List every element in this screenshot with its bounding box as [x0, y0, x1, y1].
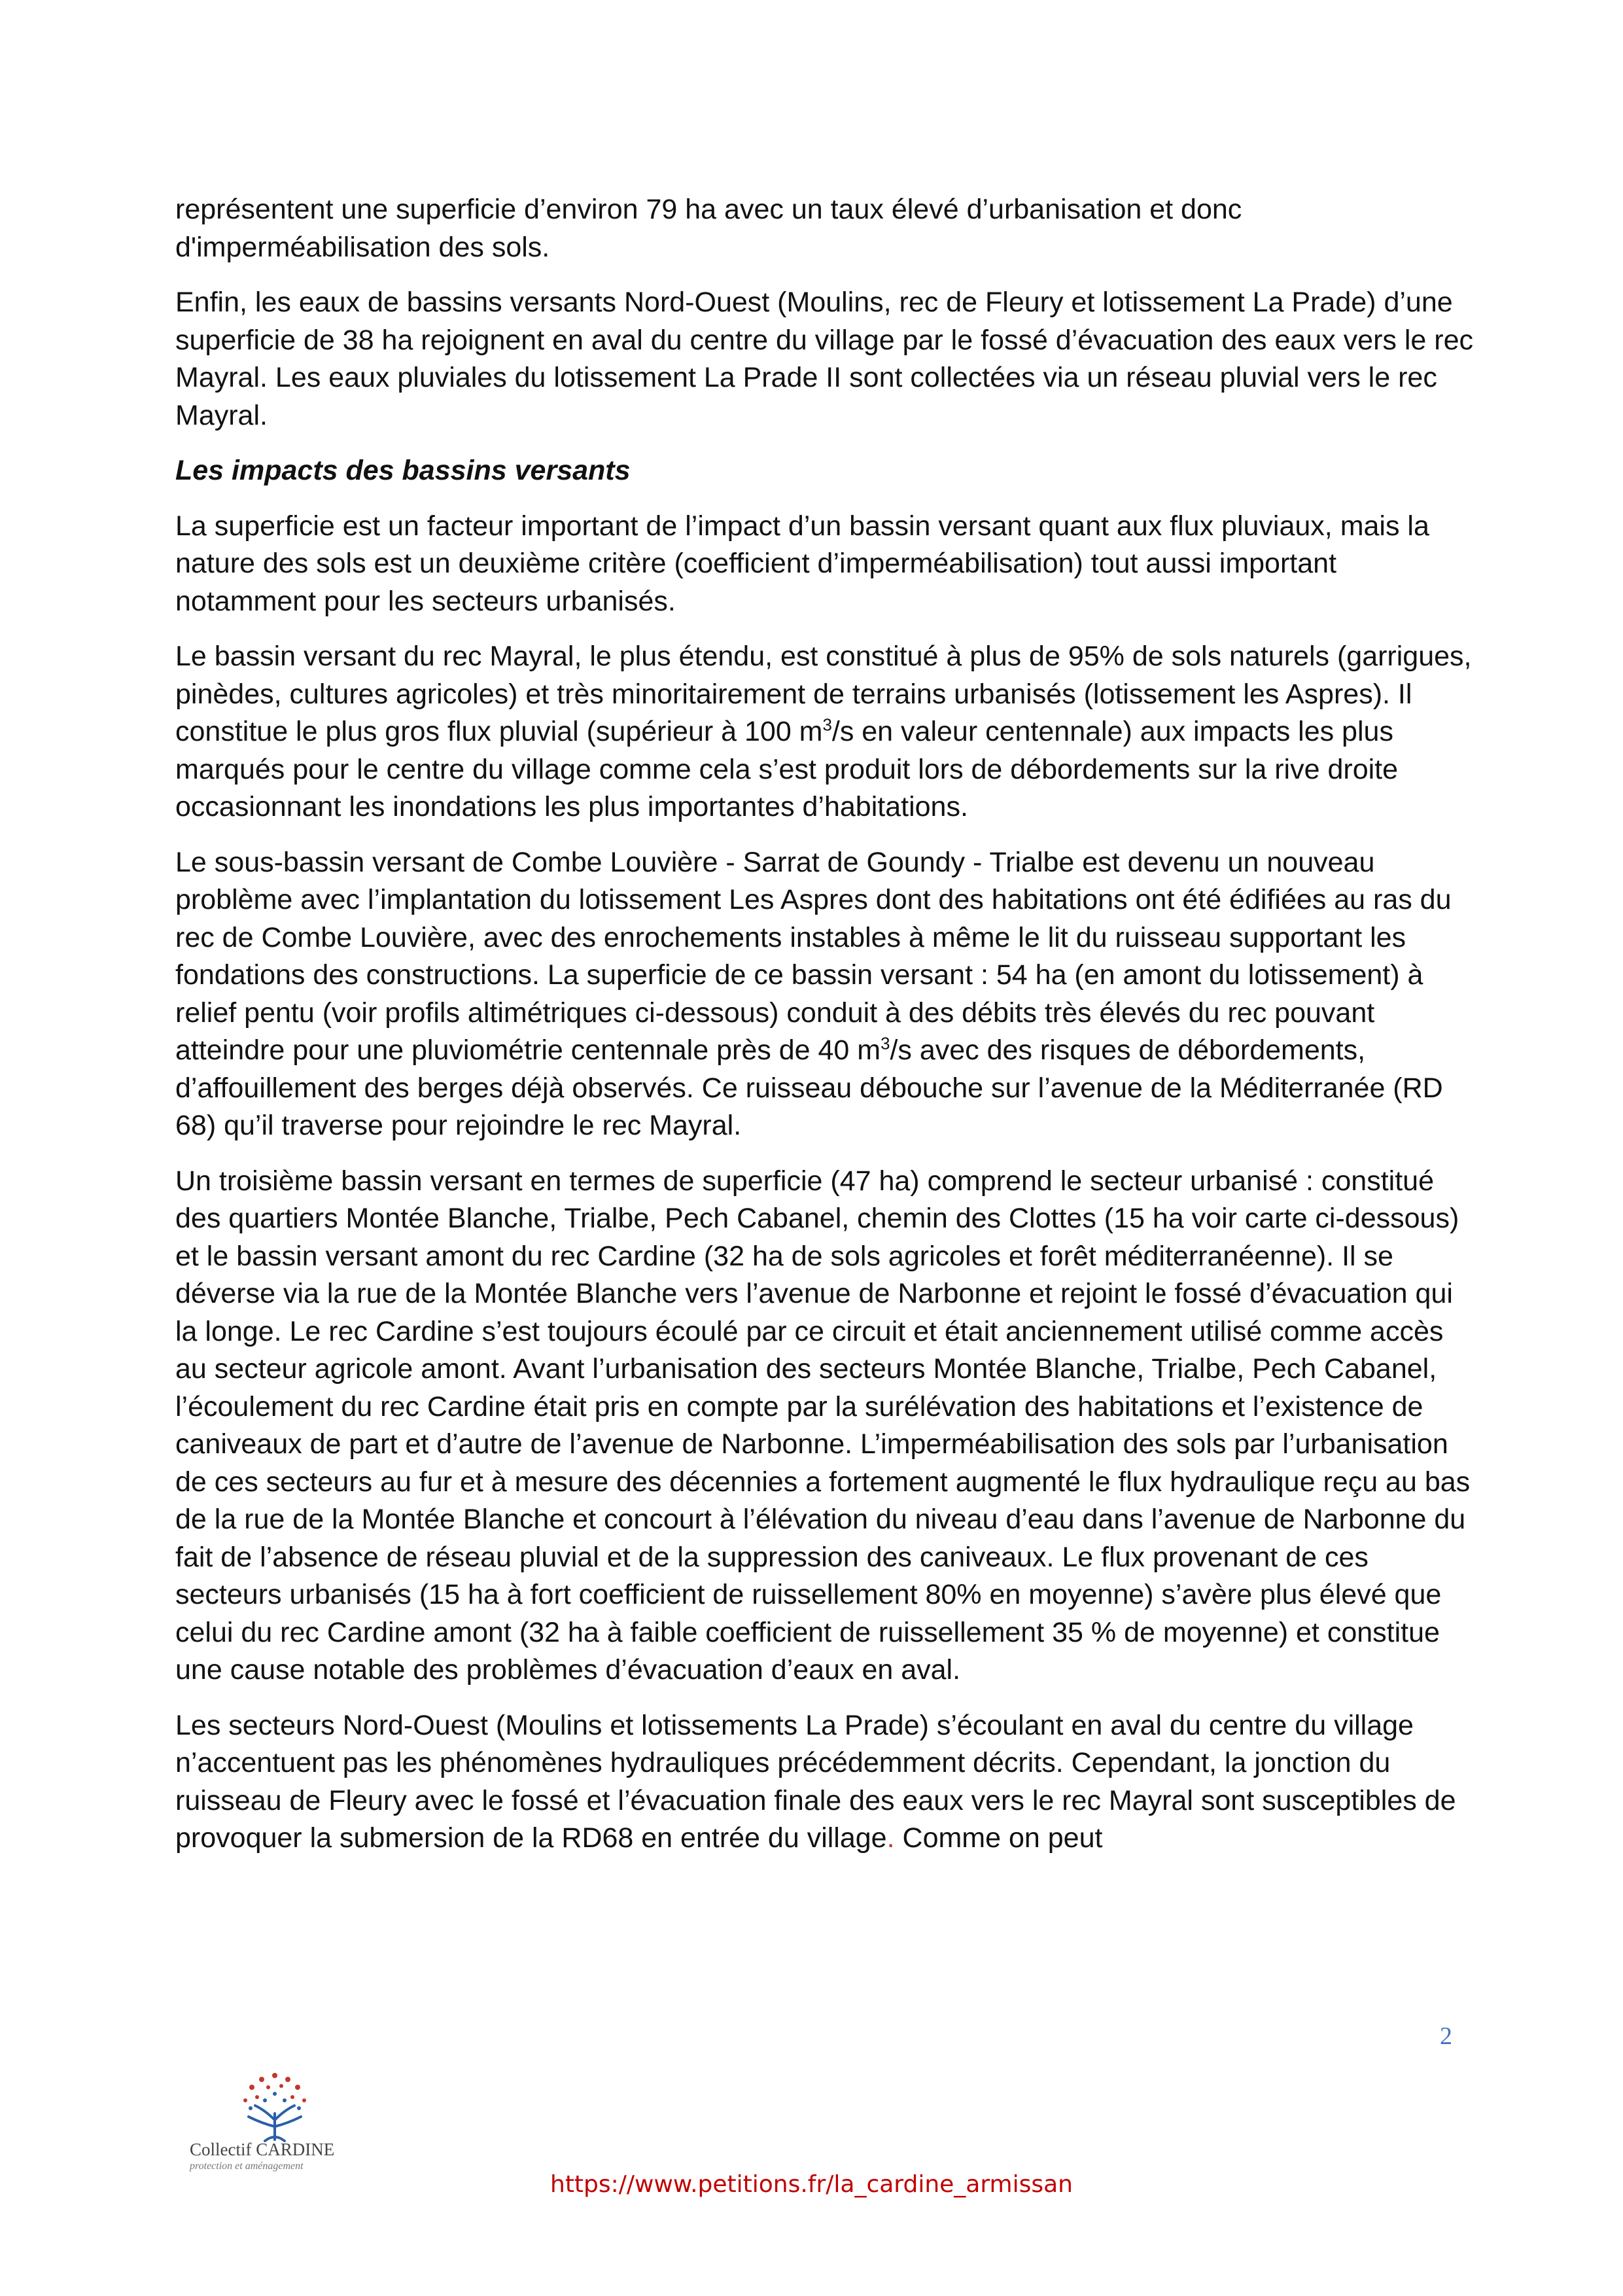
- paragraph: représentent une superficie d’environ 79 ha avec un taux élevé d’urbanisation et donc d'imperméabilisation des sols.: [175, 194, 1242, 263]
- page-number: 2: [1440, 2022, 1452, 2050]
- text-run: /s avec des risques de débordements, d’affouillement des berges déjà observés. Ce ruisseau débouche sur l’avenue de la Méditerranée (RD 68) qu’il traverse pour rejoindre le rec Mayral.: [175, 1034, 1443, 1141]
- paragraph: [175, 638, 1477, 826]
- petition-link[interactable]: https://www.petitions.fr/la_cardine_armissan: [550, 2171, 1073, 2198]
- paragraph: [175, 844, 1477, 1145]
- tree-icon: [226, 2068, 324, 2146]
- paragraph: La superficie est un facteur important de l’impact d’un bassin versant quant aux flux pluviaux, mais la nature des sols est un deuxième critère (coefficient d’imperméabilisation) tout aussi important notamment pour les secteurs urbanisés.: [175, 510, 1429, 617]
- text-run: Le bassin versant du rec Mayral, le plus étendu, est constitué à plus de 95% de sols naturels (garrigues, pinèdes, cultures agricoles) et très minoritairement de terrains urbanisés (lotissement les Aspres). Il constitue le plus gros flux pluvial (supérieur à 100 m: [175, 641, 1472, 747]
- superscript: 3: [881, 1034, 890, 1053]
- text-run: Les secteurs Nord-Ouest (Moulins et lotissements La Prade) s’écoulant en aval du centre du village n’accentuent pas les phénomènes hydrauliques précédemment décrits. Cependant, la jonction du ruisseau de Fleury avec le fossé et l’évacuation finale des eaux vers le rec Mayral sont susceptibles de provoquer la submersion de la RD68 en entrée du village: [175, 1709, 1456, 1854]
- logo-name: Collectif CARDINE: [190, 2140, 335, 2159]
- text-run: Comme on peut: [894, 1822, 1103, 1854]
- red-period: .: [886, 1822, 895, 1854]
- text-run: Le sous-bassin versant de Combe Louvière - Sarrat de Goundy - Trialbe est devenu un nouveau problème avec l’implantation du lotissement Les Aspres dont des habitations ont été édifiées au ras du rec de Combe Louvière, avec des enrochements instables à même le lit du ruisseau supportant les fondations des constructions. La superficie de ce bassin versant : 54 ha (en amont du lotissement) à relief pentu (voir profils altimétriques ci-dessous) conduit à des débits très élevés du rec pouvant atteindre pour une pluviométrie centennale près de 40 m: [175, 846, 1452, 1066]
- paragraph: [175, 1707, 1477, 1858]
- superscript: 3: [822, 716, 832, 735]
- text-run: /s en valeur centennale) aux impacts les plus marqués pour le centre du village comme cela s’est produit lors de débordements sur la rive droite occasionnant les inondations les plus importantes d’habitations.: [175, 716, 1399, 822]
- logo-tagline: protection et aménagement: [190, 2161, 304, 2172]
- paragraph: Un troisième bassin versant en termes de superficie (47 ha) comprend le secteur urbanisé : constitué des quartiers Montée Blanche, Trialbe, Pech Cabanel, chemin des Clottes (15 ha voir carte ci-dessous) et le bassin versant amont du rec Cardine (32 ha de sols agricoles et forêt méditerranéenne). Il se déverse via la rue de la Montée Blanche vers l’avenue de Narbonne et rejoint le fossé d’évacuation qui la longe. Le rec Cardine s’est toujours écoulé par ce circuit et était anciennement utilisé comme accès au secteur agricole amont. Avant l’urbanisation des secteurs Montée Blanche, Trialbe, Pech Cabanel, l’écoulement du rec Cardine était pris en compte par la surélévation des habitations et l’existence de caniveaux de part et d’autre de l’avenue de Narbonne. L’imperméabilisation des sols par l’urbanisation de ces secteurs au fur et à mesure des décennies a fortement augmenté le flux hydraulique reçu au bas de la rue de la Montée Blanche et concourt à l’élévation du niveau d’eau dans l’avenue de Narbonne du fait de l’absence de réseau pluvial et de la suppression des caniveaux. Le flux provenant de ces secteurs urbanisés (15 ha à fort coefficient de ruissellement 80% en moyenne) s’avère plus élevé que celui du rec Cardine amont (32 ha à faible coefficient de ruissellement 35 % de moyenne) et constitue une cause notable des problèmes d’évacuation d’eaux en aval.: [175, 1165, 1471, 1686]
- document-body: [175, 191, 1477, 1875]
- section-heading: Les impacts des bassins versants: [175, 455, 631, 486]
- paragraph: Enfin, les eaux de bassins versants Nord-Ouest (Moulins, rec de Fleury et lotissement La Prade) d’une superficie de 38 ha rejoignent en aval du centre du village par le fossé d’évacuation des eaux vers le rec Mayral. Les eaux pluviales du lotissement La Prade II sont collectées via un réseau pluvial vers le rec Mayral.: [175, 287, 1474, 431]
